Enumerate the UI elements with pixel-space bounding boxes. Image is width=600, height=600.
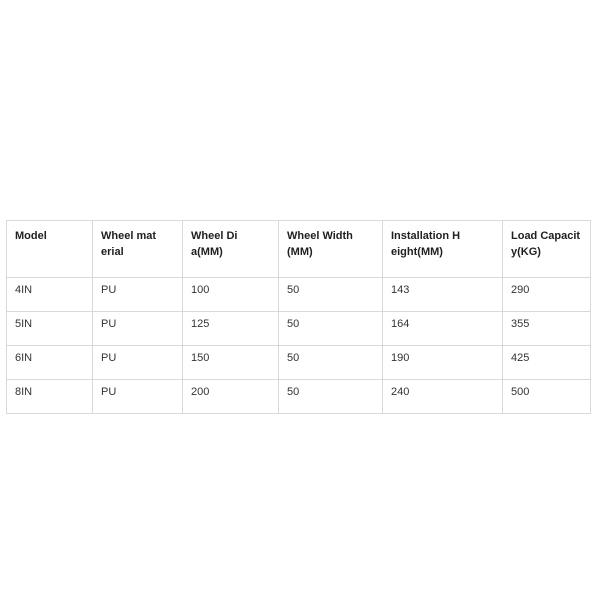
header-wheel-dia: Wheel Dia(MM)	[183, 221, 279, 278]
cell-wheel-dia: 125	[183, 312, 279, 346]
cell-model: 6IN	[7, 346, 93, 380]
table-row	[7, 346, 591, 380]
cell-installation-height: 143	[383, 278, 503, 312]
header-model: Model	[7, 221, 93, 278]
table-row	[7, 278, 591, 312]
table-row	[7, 380, 591, 414]
header-wheel-width: Wheel Width(MM)	[279, 221, 383, 278]
cell-load-capacity: 290	[503, 278, 591, 312]
cell-load-capacity: 425	[503, 346, 591, 380]
cell-wheel-material: PU	[93, 380, 183, 414]
cell-wheel-dia: 150	[183, 346, 279, 380]
cell-wheel-width: 50	[279, 312, 383, 346]
table-body	[7, 278, 591, 414]
cell-load-capacity: 355	[503, 312, 591, 346]
cell-model: 8IN	[7, 380, 93, 414]
cell-wheel-dia: 100	[183, 278, 279, 312]
cell-model: 5IN	[7, 312, 93, 346]
cell-model: 4IN	[7, 278, 93, 312]
table-header	[7, 221, 591, 278]
cell-wheel-material: PU	[93, 346, 183, 380]
cell-load-capacity: 500	[503, 380, 591, 414]
header-load-capacity: Load Capacity(KG)	[503, 221, 591, 278]
table-row	[7, 312, 591, 346]
header-row	[7, 221, 591, 278]
cell-installation-height: 164	[383, 312, 503, 346]
cell-installation-height: 240	[383, 380, 503, 414]
cell-wheel-material: PU	[93, 278, 183, 312]
header-wheel-material: Wheel material	[93, 221, 183, 278]
cell-wheel-dia: 200	[183, 380, 279, 414]
cell-wheel-width: 50	[279, 278, 383, 312]
cell-wheel-width: 50	[279, 346, 383, 380]
cell-wheel-width: 50	[279, 380, 383, 414]
cell-installation-height: 190	[383, 346, 503, 380]
header-installation-height: Installation Height(MM)	[383, 221, 503, 278]
spec-table	[6, 220, 591, 414]
cell-wheel-material: PU	[93, 312, 183, 346]
